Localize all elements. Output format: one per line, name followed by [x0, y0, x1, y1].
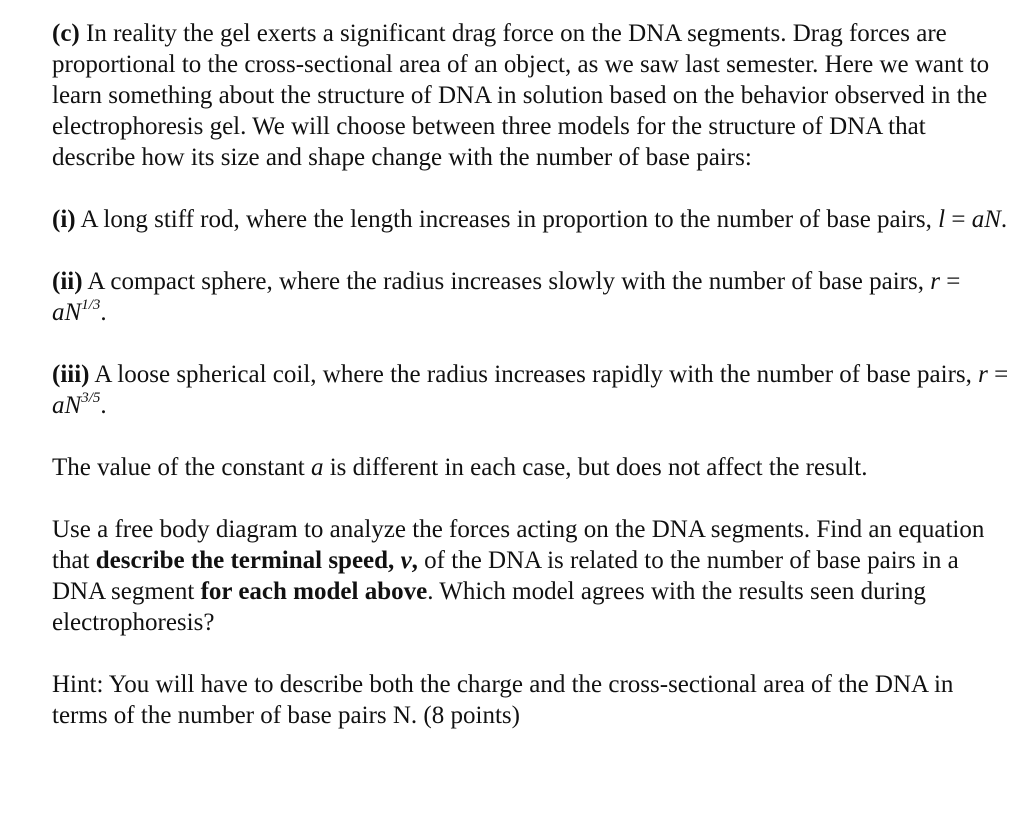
constant-note: [52, 452, 1010, 483]
model-text: A long stiff rod, where the length increases in proportion to the number of base pairs,: [75, 206, 939, 233]
speed-variable: v: [400, 547, 412, 574]
model-formula: aN: [52, 299, 82, 326]
part-label: (c): [52, 20, 80, 47]
hint-paragraph: [52, 669, 1010, 731]
sentence-end: .: [1000, 206, 1008, 233]
constant-note-text: is different in each case, but does not affect the result.: [323, 454, 868, 481]
hint-text: Hint: You will have to describe both the charge and the cross-sectional area of the DNA in terms of the number of base pairs N. (8 points): [52, 671, 954, 729]
model-label: (iii): [52, 361, 90, 388]
task-emphasis: ,: [411, 547, 418, 574]
sentence-end: .: [100, 299, 107, 326]
model-text: A loose spherical coil, where the radius increases rapidly with the number of base pairs,: [89, 361, 979, 388]
intro-paragraph: [52, 18, 1010, 173]
equals-sign: =: [987, 361, 1009, 388]
task-text: Use a free body diagram to analyze the forces acting on the DNA segments. Find an equation that: [52, 516, 985, 574]
task-text: of the DNA is related to the number of base pairs in a DNA segment: [52, 547, 959, 605]
paragraph-spacer: [52, 483, 1010, 514]
paragraph-spacer: [52, 638, 1010, 669]
equals-sign: =: [945, 206, 972, 233]
intro-text: In reality the gel exerts a significant drag force on the DNA segments. Drag forces are proportional to the cross-sectional area of an object, as we saw last semester. Here we want to learn something about the structure of DNA in solution based on the behavior observed in the electrophoresis gel. We will choose between three models for the structure of DNA that describe how its size and shape change with the number of base pairs:: [52, 20, 990, 171]
model-text: A compact sphere, where the radius increases slowly with the number of base pairs,: [82, 268, 931, 295]
model-label: (i): [52, 206, 76, 233]
task-paragraph: [52, 514, 1010, 638]
task-text: . Which model agrees with the results seen during electrophoresis?: [52, 578, 926, 636]
model-formula: aN: [52, 392, 82, 419]
constant-variable: a: [310, 454, 324, 481]
model-variable: l: [938, 206, 946, 233]
task-emphasis: describe the terminal speed,: [95, 547, 401, 574]
model-formula: aN: [971, 206, 1001, 233]
model-compact-sphere: [52, 266, 1010, 328]
paragraph-spacer: [52, 235, 1010, 266]
problem-document: [52, 18, 1010, 731]
task-emphasis: for each model above: [200, 578, 428, 605]
paragraph-spacer: [52, 328, 1010, 359]
exponent: 1/3: [81, 297, 101, 313]
model-label: (ii): [52, 268, 83, 295]
paragraph-spacer: [52, 421, 1010, 452]
exponent: 3/5: [81, 390, 101, 406]
model-rod: [52, 204, 1010, 235]
paragraph-spacer: [52, 173, 1010, 204]
constant-note-text: The value of the constant: [52, 454, 311, 481]
model-loose-coil: [52, 359, 1010, 421]
sentence-end: .: [100, 392, 107, 419]
model-variable: r: [930, 268, 940, 295]
model-variable: r: [978, 361, 988, 388]
equals-sign: =: [939, 268, 961, 295]
